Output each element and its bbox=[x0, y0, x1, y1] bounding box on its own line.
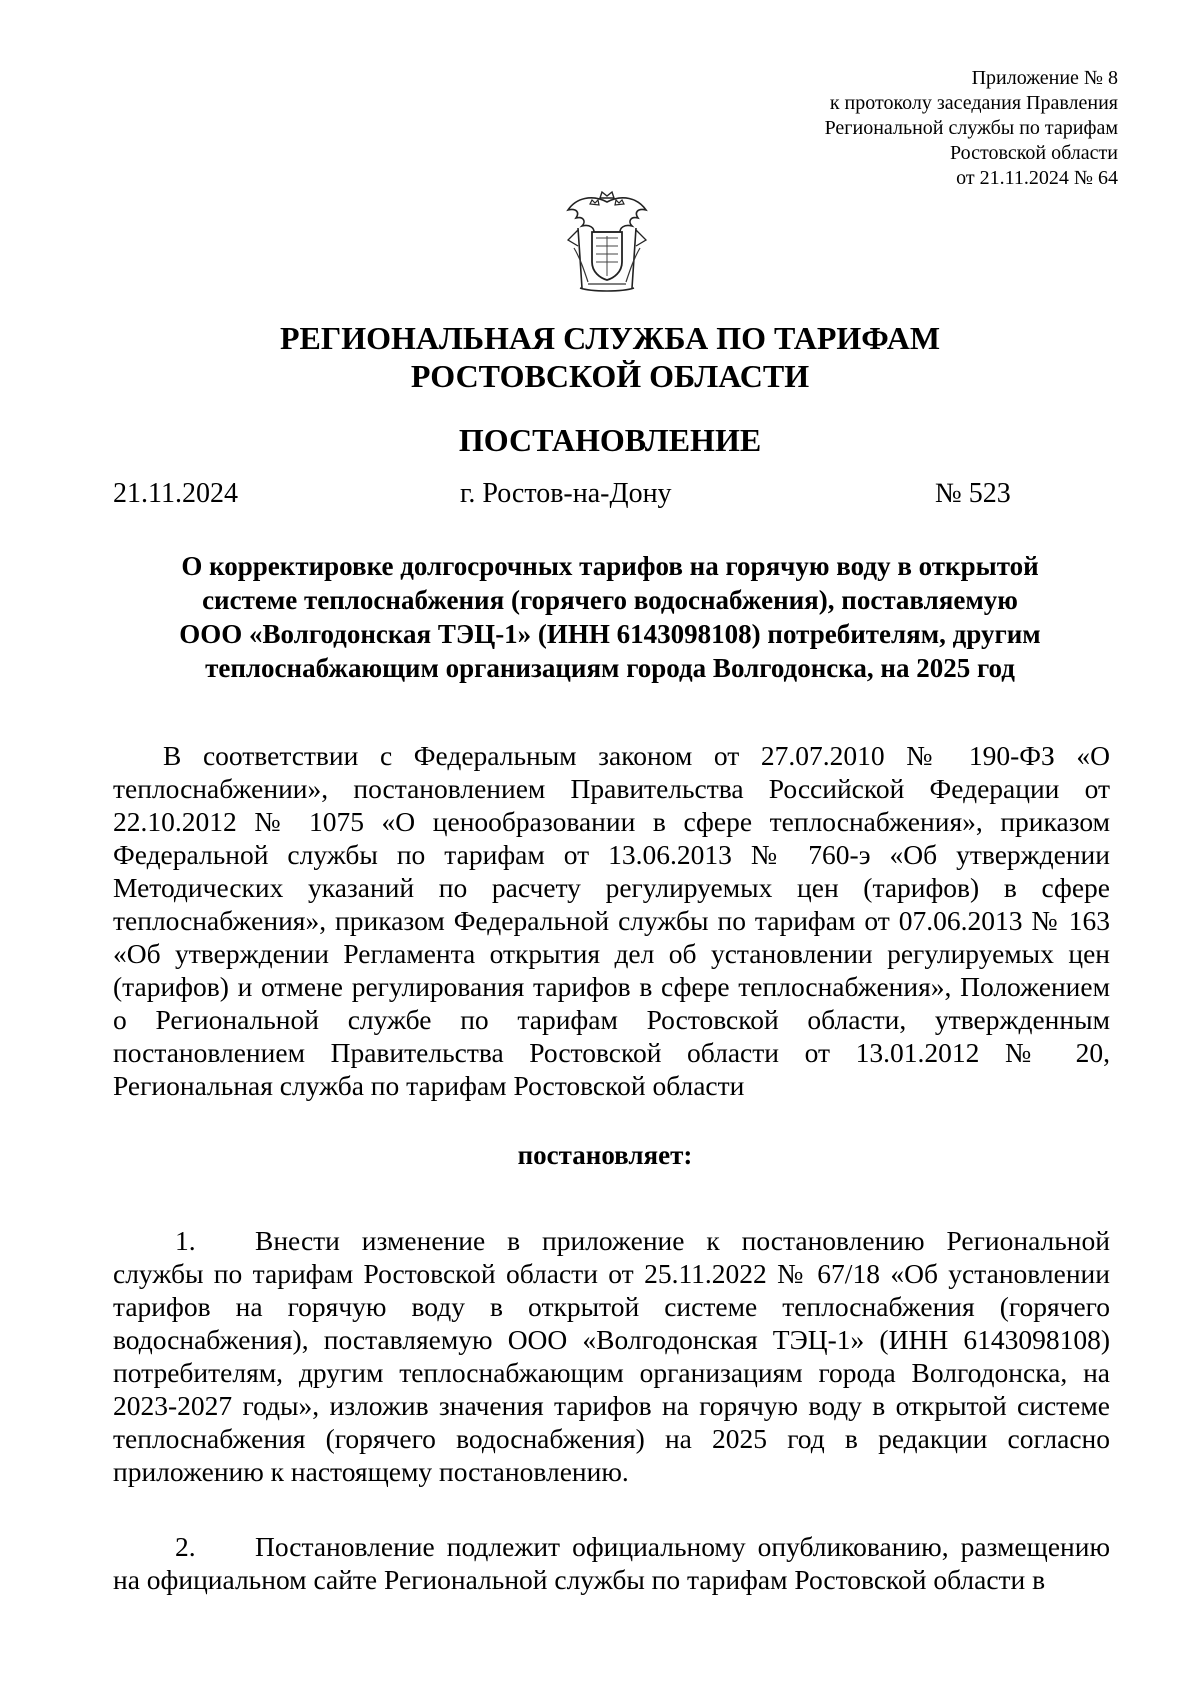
appendix-line: Ростовской области bbox=[950, 142, 1118, 164]
clause-paragraph bbox=[113, 1224, 1110, 1488]
resolves-heading: постановляет: bbox=[517, 1140, 693, 1170]
appendix-line: Региональной службы по тарифам bbox=[824, 117, 1118, 139]
coat-of-arms-icon bbox=[562, 188, 652, 296]
document-subject bbox=[110, 549, 1110, 685]
subject-line: системе теплоснабжения (горячего водоснабжения), поставляемую bbox=[202, 585, 1018, 615]
organization-title-line: РОСТОВСКОЙ ОБЛАСТИ bbox=[410, 358, 810, 394]
document-date: 21.11.2024 bbox=[113, 478, 238, 509]
clause-number: 2. bbox=[175, 1531, 196, 1562]
organization-title-line: РЕГИОНАЛЬНАЯ СЛУЖБА ПО ТАРИФАМ bbox=[279, 320, 941, 356]
document-city: г. Ростов-на-Дону bbox=[460, 478, 672, 509]
clause-number: 1. bbox=[175, 1225, 196, 1256]
appendix-note bbox=[518, 66, 1118, 191]
subject-line: теплоснабжающим организациям города Волгодонска, на 2025 год bbox=[205, 653, 1015, 683]
clause-text: Постановление подлежит официальному опубликованию, размещению на официальном сайте Региональной службы по тарифам Ростовской области в bbox=[113, 1531, 1110, 1595]
subject-line: О корректировке долгосрочных тарифов на горячую воду в открытой bbox=[181, 551, 1039, 581]
document-type: ПОСТАНОВЛЕНИЕ bbox=[458, 422, 762, 458]
subject-line: ООО «Волгодонская ТЭЦ-1» (ИНН 6143098108) потребителям, другим bbox=[179, 619, 1041, 649]
document-number: № 523 bbox=[935, 478, 1011, 509]
preamble-paragraph: В соответствии с Федеральным законом от 27.07.2010 № 190-ФЗ «О теплоснабжении», постановлением Правительства Российской Федерации от 22.10.2012 № 1075 «О ценообразовании в сфере теплоснабжения», приказом Федеральной службы по тарифам от 13.06.2013 № 760-э «Об утверждении Методических указаний по расчету регулируемых цен (тарифов) в сфере теплоснабжения», приказом Федеральной службы по тарифам от 07.06.2013 № 163 «Об утверждении Регламента открытия дел об установлении регулируемых цен (тарифов) и отмене регулирования тарифов в сфере теплоснабжения», Положением о Региональной службе по тарифам Ростовской области, утвержденным постановлением Правительства Ростовской области от 13.01.2012 № 20, Региональная служба по тарифам Ростовской области bbox=[113, 740, 1110, 1101]
clause-paragraph bbox=[113, 1530, 1110, 1596]
clause-text: Внести изменение в приложение к постановлению Региональной службы по тарифам Ростовской области от 25.11.2022 № 67/18 «Об установлении тарифов на горячую воду в открытой системе теплоснабжения (горячего водоснабжения), поставляемую ООО «Волгодонская ТЭЦ-1» (ИНН 6143098108) потребителям, другим теплоснабжающим организациям города Волгодонска, на 2023-2027 годы», изложив значения тарифов на горячую воду в открытой системе теплоснабжения (горячего водоснабжения) на 2025 год в редакции согласно приложению к настоящему постановлению. bbox=[113, 1225, 1110, 1487]
appendix-line: к протоколу заседания Правления bbox=[829, 92, 1118, 114]
organization-title bbox=[0, 319, 1200, 395]
appendix-line: Приложение № 8 bbox=[971, 67, 1118, 89]
appendix-line: от 21.11.2024 № 64 bbox=[956, 167, 1118, 189]
